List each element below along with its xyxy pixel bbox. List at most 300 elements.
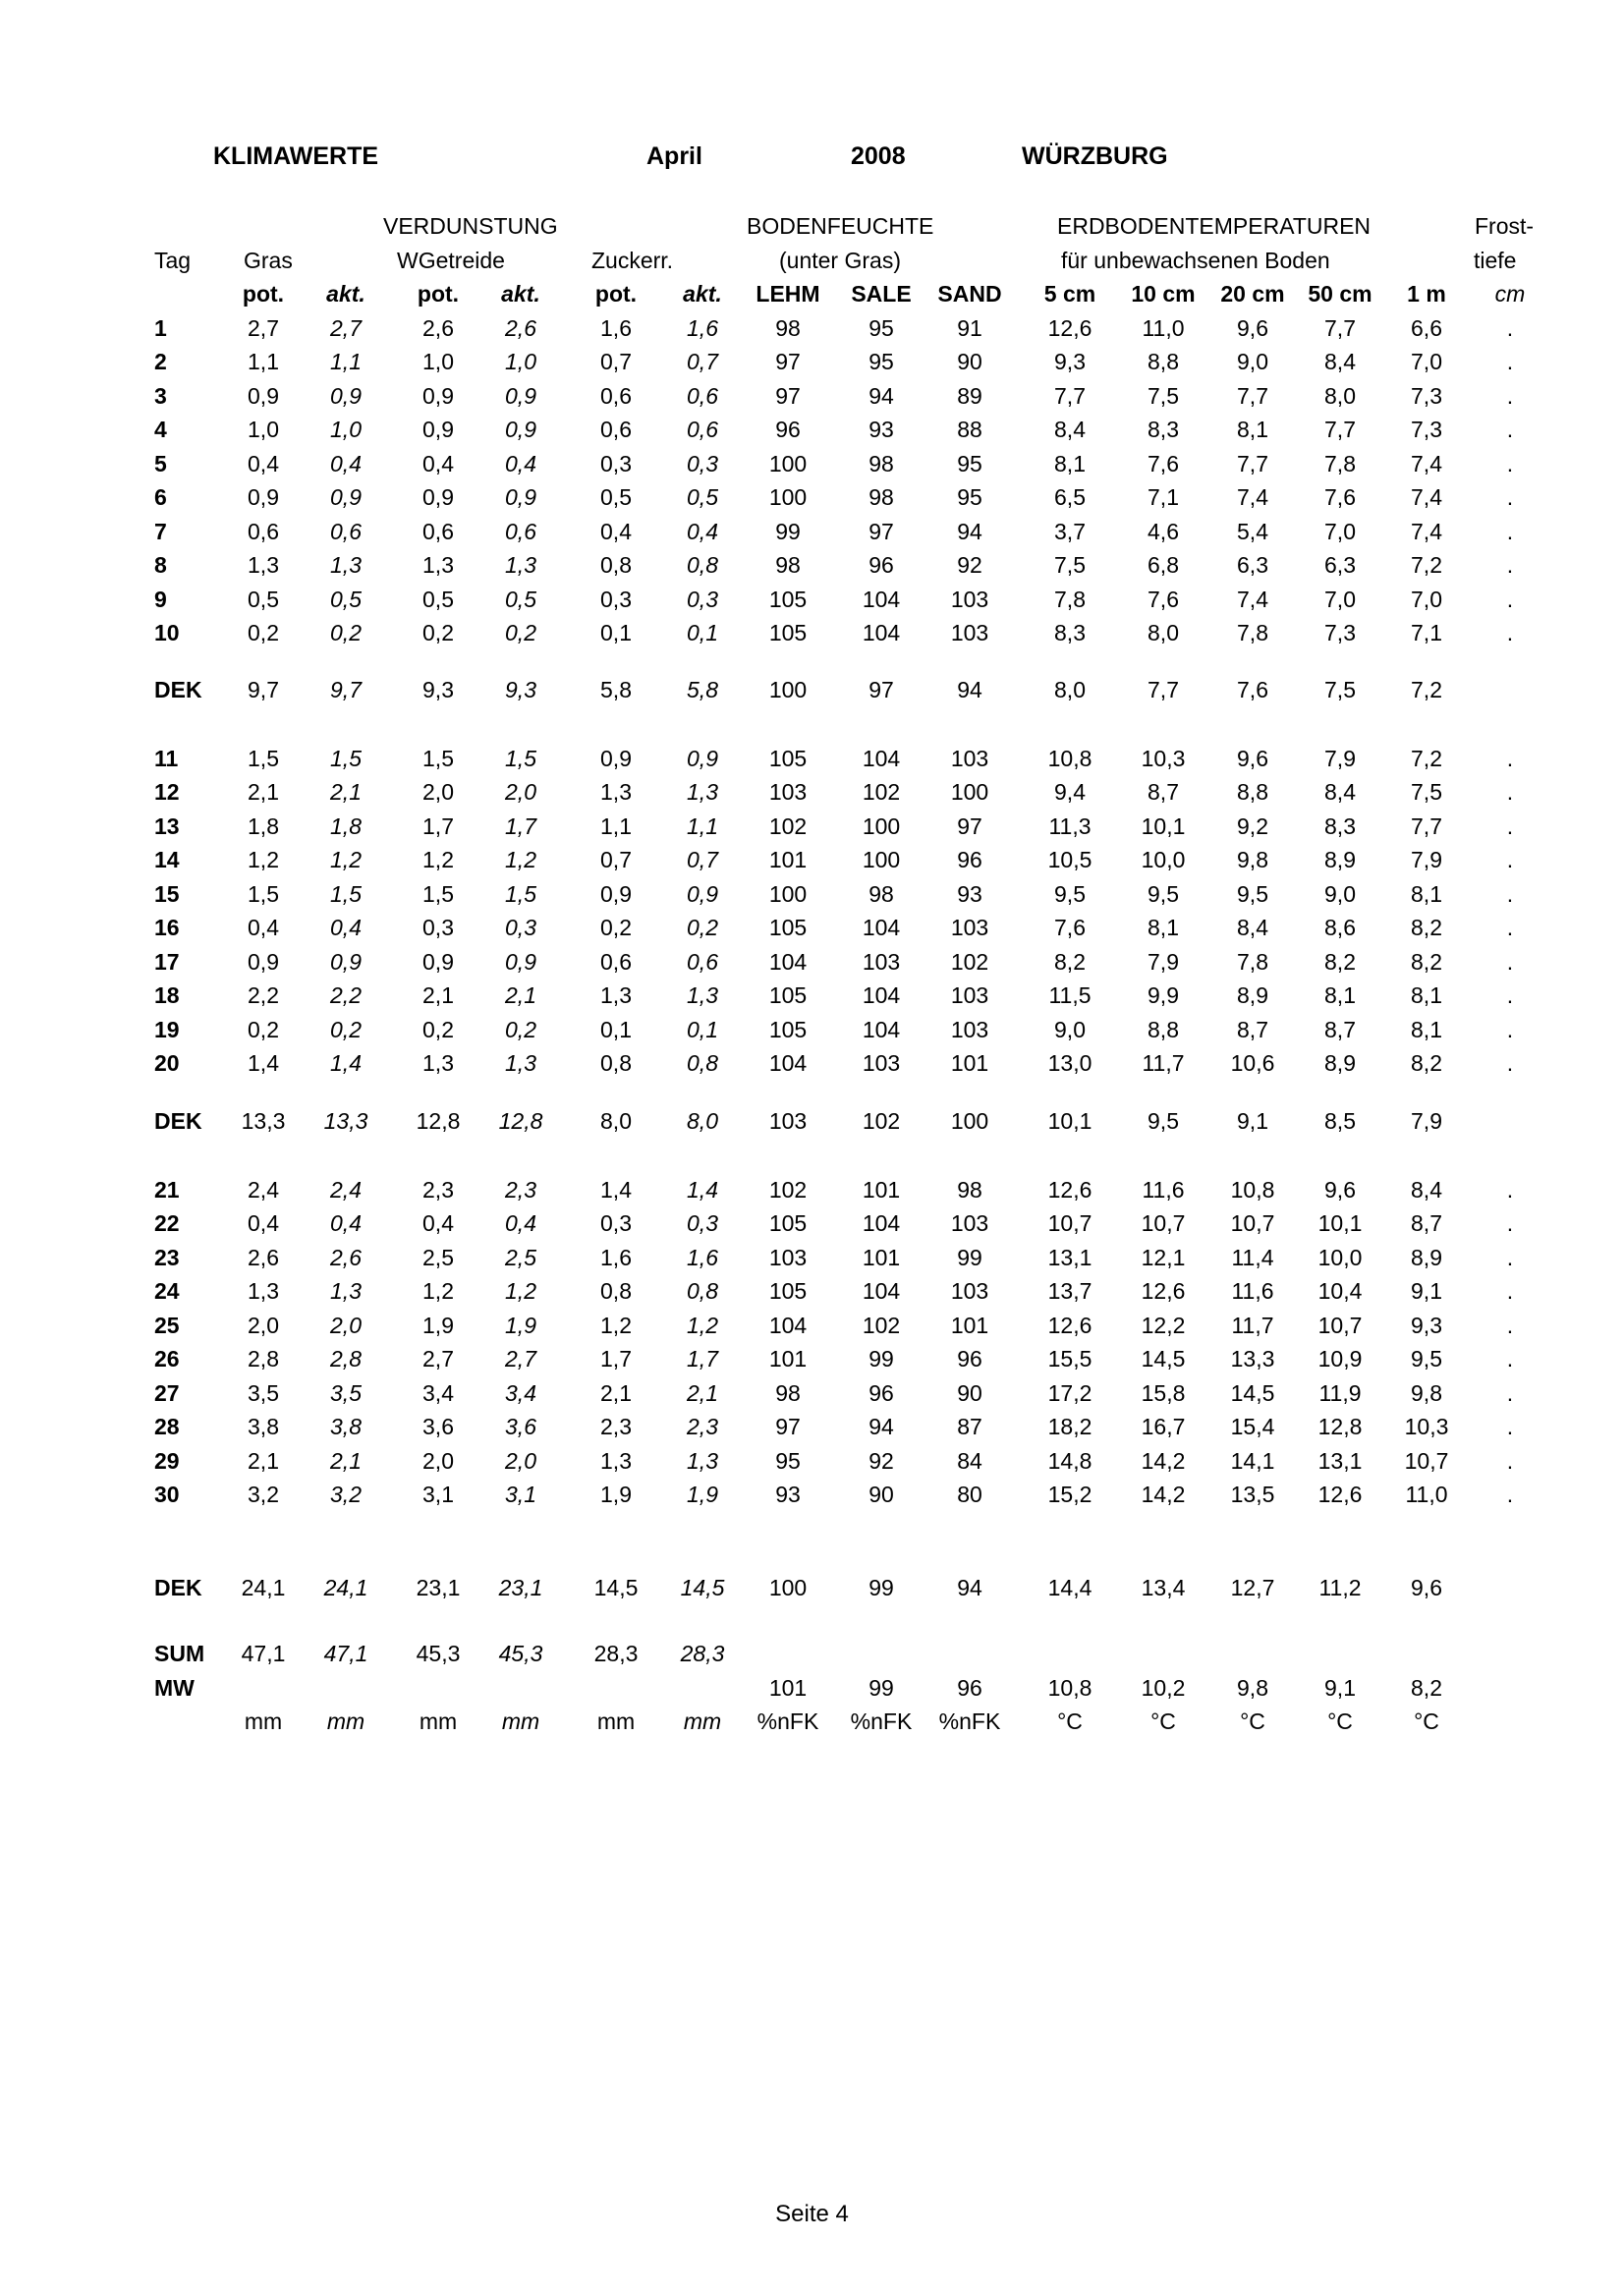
table-cell: 7,7 [1411, 813, 1442, 839]
table-cell: 7,0 [1324, 519, 1356, 544]
table-cell: 9,6 [1237, 315, 1268, 341]
table-cell: 7,7 [1054, 383, 1086, 409]
table-cell: mm [244, 1708, 283, 1734]
colhead-tag: Tag [154, 248, 192, 273]
table-cell: 8,1 [1148, 915, 1179, 940]
table-cell: 23,1 [498, 1575, 543, 1600]
table-cell: . [1506, 1313, 1514, 1338]
table-cell: . [1506, 1210, 1514, 1236]
table-cell: 1,2 [330, 847, 362, 872]
table-cell: 7,8 [1054, 587, 1086, 612]
table-cell: 7,5 [1411, 779, 1442, 805]
table-cell: . [1506, 417, 1514, 442]
table-cell: 0,7 [687, 349, 718, 374]
table-cell: 9,5 [1148, 881, 1179, 907]
table-cell: 100 [768, 881, 808, 907]
table-cell: 101 [768, 1675, 808, 1701]
table-cell: 95 [868, 315, 894, 341]
table-cell: 102 [862, 1313, 901, 1338]
table-cell: 7,2 [1411, 677, 1442, 702]
table-cell: 9,3 [422, 677, 454, 702]
table-cell: 101 [862, 1245, 901, 1270]
table-cell: 2,7 [505, 1346, 536, 1372]
table-cell: 0,1 [687, 1017, 718, 1042]
table-cell: 9,1 [1411, 1278, 1442, 1304]
table-cell: . [1506, 552, 1514, 578]
table-cell: 10,6 [1230, 1050, 1275, 1076]
table-cell: 0,5 [600, 484, 632, 510]
table-cell: 7,7 [1237, 383, 1268, 409]
table-cell: 0,2 [687, 915, 718, 940]
table-cell: . [1506, 349, 1514, 374]
table-cell: 45,3 [498, 1641, 543, 1666]
table-cell: 102 [768, 1177, 808, 1203]
table-cell: 0,2 [600, 915, 632, 940]
table-cell: 1,3 [422, 552, 454, 578]
table-cell: 1,2 [422, 847, 454, 872]
table-cell: 0,4 [505, 1210, 536, 1236]
table-cell: 3,5 [330, 1380, 362, 1406]
table-cell: 7,6 [1324, 484, 1356, 510]
table-cell: 10,8 [1047, 746, 1092, 771]
table-cell: 1,6 [600, 1245, 632, 1270]
table-cell: . [1506, 484, 1514, 510]
table-cell: 1,4 [330, 1050, 362, 1076]
table-cell: 3,4 [505, 1380, 536, 1406]
table-cell: 0,2 [505, 1017, 536, 1042]
table-cell: 1,9 [422, 1313, 454, 1338]
table-cell: 6,5 [1054, 484, 1086, 510]
table-cell: 2,1 [505, 982, 536, 1008]
table-cell: 8,7 [1148, 779, 1179, 805]
table-cell: 10,9 [1317, 1346, 1363, 1372]
table-cell: 2,7 [422, 1346, 454, 1372]
table-cell: 0,6 [687, 417, 718, 442]
row-label: 2 [154, 349, 167, 374]
table-cell: 3,4 [422, 1380, 454, 1406]
table-cell: 7,4 [1411, 519, 1442, 544]
table-cell: 7,0 [1324, 587, 1356, 612]
table-cell: 7,7 [1148, 677, 1179, 702]
table-cell: . [1506, 1414, 1514, 1439]
table-cell: 14,1 [1230, 1448, 1275, 1474]
row-label: 1 [154, 315, 167, 341]
table-cell: 9,8 [1237, 1675, 1268, 1701]
table-cell: 93 [957, 881, 982, 907]
subheader-cell: akt. [326, 281, 365, 307]
table-cell: 0,2 [330, 620, 362, 645]
row-label: 22 [154, 1210, 180, 1236]
table-cell: 0,4 [248, 1210, 279, 1236]
table-cell: 1,0 [422, 349, 454, 374]
table-cell: 9,3 [505, 677, 536, 702]
table-cell: 0,2 [248, 620, 279, 645]
table-cell: 7,9 [1324, 746, 1356, 771]
table-cell: 11,0 [1405, 1482, 1448, 1507]
table-cell: 0,3 [600, 451, 632, 476]
table-cell: 1,5 [505, 746, 536, 771]
table-cell: 98 [957, 1177, 982, 1203]
table-cell: 10,8 [1047, 1675, 1092, 1701]
table-cell: 7,6 [1148, 587, 1179, 612]
table-cell: 1,3 [330, 1278, 362, 1304]
table-cell: 95 [775, 1448, 801, 1474]
table-cell: 105 [768, 1278, 808, 1304]
table-cell: 1,1 [330, 349, 362, 374]
table-cell: . [1506, 1245, 1514, 1270]
table-cell: 99 [868, 1346, 894, 1372]
table-cell: 28,3 [680, 1641, 725, 1666]
table-cell: 7,6 [1054, 915, 1086, 940]
table-cell: 5,4 [1237, 519, 1268, 544]
subheader-cell: pot. [594, 281, 638, 307]
table-cell: 97 [957, 813, 982, 839]
table-cell: 11,0 [1142, 315, 1185, 341]
table-cell: 1,1 [248, 349, 279, 374]
doc-title: KLIMAWERTE [213, 142, 379, 170]
table-cell: 7,7 [1324, 417, 1356, 442]
table-cell: 0,6 [505, 519, 536, 544]
table-cell: 0,5 [422, 587, 454, 612]
table-cell: 0,9 [422, 484, 454, 510]
row-label: 7 [154, 519, 167, 544]
table-cell: 2,1 [422, 982, 454, 1008]
table-cell: 98 [868, 881, 894, 907]
table-cell: 89 [957, 383, 982, 409]
table-cell: 2,3 [422, 1177, 454, 1203]
table-cell: 3,8 [248, 1414, 279, 1439]
table-cell: 7,5 [1054, 552, 1086, 578]
table-cell: 2,8 [330, 1346, 362, 1372]
doc-year: 2008 [851, 142, 906, 170]
table-cell: 103 [950, 1017, 989, 1042]
table-cell: 0,7 [600, 349, 632, 374]
row-label: 28 [154, 1414, 180, 1439]
table-cell: 15,4 [1230, 1414, 1275, 1439]
table-cell: 9,6 [1324, 1177, 1356, 1203]
table-cell: 94 [868, 383, 894, 409]
table-cell: 0,9 [505, 484, 536, 510]
subheader-cell: pot. [242, 281, 285, 307]
table-cell: 99 [868, 1675, 894, 1701]
table-cell: 0,9 [687, 746, 718, 771]
table-cell: 0,3 [505, 915, 536, 940]
table-cell: 0,4 [330, 451, 362, 476]
row-label: 24 [154, 1278, 180, 1304]
table-cell: . [1506, 1346, 1514, 1372]
table-cell: 94 [957, 519, 982, 544]
table-cell: 97 [868, 519, 894, 544]
row-label: 20 [154, 1050, 180, 1076]
table-cell: 2,3 [600, 1414, 632, 1439]
table-cell: 15,5 [1047, 1346, 1092, 1372]
subheader-cell: akt. [501, 281, 540, 307]
table-cell: 104 [862, 746, 901, 771]
subheader-cell: pot. [417, 281, 460, 307]
table-cell: 0,6 [687, 383, 718, 409]
table-cell: 103 [950, 587, 989, 612]
table-cell: 97 [868, 677, 894, 702]
row-label: 21 [154, 1177, 180, 1203]
table-cell: 98 [868, 484, 894, 510]
table-cell: 1,7 [422, 813, 454, 839]
table-cell: 7,7 [1237, 451, 1268, 476]
table-cell: 13,5 [1230, 1482, 1275, 1507]
table-cell: 6,6 [1411, 315, 1442, 341]
table-cell: 1,2 [687, 1313, 718, 1338]
colhead-untergras: (unter Gras) [779, 248, 901, 273]
table-cell: 11,4 [1231, 1245, 1274, 1270]
table-cell: 0,9 [505, 383, 536, 409]
table-cell: 10,1 [1047, 1108, 1092, 1134]
row-label: MW [154, 1675, 195, 1701]
table-cell: 0,6 [248, 519, 279, 544]
table-cell: 9,9 [1148, 982, 1179, 1008]
table-cell: 0,4 [600, 519, 632, 544]
table-cell: . [1506, 746, 1514, 771]
table-cell: 103 [950, 1278, 989, 1304]
table-cell: 2,1 [600, 1380, 632, 1406]
table-cell: 0,8 [600, 1050, 632, 1076]
table-cell: °C [1327, 1708, 1353, 1734]
table-cell: 13,1 [1047, 1245, 1092, 1270]
table-cell: 1,1 [687, 813, 718, 839]
table-cell: 14,5 [680, 1575, 725, 1600]
table-cell: 14,4 [1047, 1575, 1092, 1600]
table-cell: 10,8 [1230, 1177, 1275, 1203]
table-cell: 1,1 [600, 813, 632, 839]
table-cell: 0,6 [687, 949, 718, 975]
table-cell: 94 [957, 1575, 982, 1600]
table-cell: 2,0 [422, 1448, 454, 1474]
table-cell: 1,4 [600, 1177, 632, 1203]
table-cell: 9,5 [1411, 1346, 1442, 1372]
table-cell: . [1506, 982, 1514, 1008]
table-cell: 6,8 [1148, 552, 1179, 578]
table-cell: 0,9 [330, 484, 362, 510]
table-cell: 8,1 [1411, 1017, 1442, 1042]
table-cell: 93 [868, 417, 894, 442]
table-cell: 8,1 [1411, 982, 1442, 1008]
table-cell: 101 [768, 847, 808, 872]
table-cell: 8,7 [1324, 1017, 1356, 1042]
row-label: 17 [154, 949, 180, 975]
table-cell: 2,0 [422, 779, 454, 805]
doc-month: April [646, 142, 702, 170]
table-cell: 0,6 [600, 383, 632, 409]
table-cell: 8,2 [1411, 1675, 1442, 1701]
table-cell: 1,0 [248, 417, 279, 442]
table-cell: . [1506, 587, 1514, 612]
table-cell: 93 [775, 1482, 801, 1507]
table-cell: 8,1 [1237, 417, 1268, 442]
table-cell: 17,2 [1047, 1380, 1092, 1406]
table-cell: 103 [768, 1108, 808, 1134]
table-cell: 9,8 [1411, 1380, 1442, 1406]
table-cell: 0,9 [600, 881, 632, 907]
table-cell: 0,1 [600, 1017, 632, 1042]
table-cell: 103 [950, 1210, 989, 1236]
table-cell: 0,2 [330, 1017, 362, 1042]
table-cell: 2,0 [248, 1313, 279, 1338]
table-cell: 7,9 [1148, 949, 1179, 975]
table-cell: . [1506, 847, 1514, 872]
table-cell: 101 [950, 1313, 989, 1338]
table-cell: 7,7 [1324, 315, 1356, 341]
table-cell: 1,5 [330, 746, 362, 771]
table-cell: 100 [768, 1575, 808, 1600]
table-cell: 8,8 [1237, 779, 1268, 805]
row-label: 23 [154, 1245, 180, 1270]
table-cell: 1,7 [687, 1346, 718, 1372]
table-cell: 103 [768, 779, 808, 805]
table-cell: 95 [868, 349, 894, 374]
table-cell: 96 [957, 847, 982, 872]
table-cell: 14,5 [1230, 1380, 1275, 1406]
table-cell: 0,8 [600, 552, 632, 578]
table-cell: 0,2 [422, 620, 454, 645]
table-cell: 47,1 [323, 1641, 368, 1666]
table-cell: 45,3 [416, 1641, 461, 1666]
colhead-wgetreide: WGetreide [397, 248, 505, 273]
table-cell: 90 [957, 1380, 982, 1406]
table-cell: 0,4 [687, 519, 718, 544]
table-cell: 1,5 [330, 881, 362, 907]
table-cell: 0,2 [248, 1017, 279, 1042]
table-cell: 7,3 [1411, 383, 1442, 409]
table-cell: 96 [957, 1675, 982, 1701]
table-cell: 87 [957, 1414, 982, 1439]
subheader-cell: 50 cm [1308, 281, 1372, 307]
table-cell: 10,3 [1141, 746, 1186, 771]
table-cell: 1,9 [505, 1313, 536, 1338]
table-cell: 2,6 [248, 1245, 279, 1270]
table-cell: 8,0 [600, 1108, 632, 1134]
row-label: 25 [154, 1313, 180, 1338]
row-label: 19 [154, 1017, 180, 1042]
colhead-zuckerr: Zuckerr. [591, 248, 674, 273]
table-cell: 10,7 [1230, 1210, 1275, 1236]
table-cell: 0,4 [248, 915, 279, 940]
table-cell: 2,8 [248, 1346, 279, 1372]
table-cell: 0,9 [248, 484, 279, 510]
table-cell: 7,2 [1411, 552, 1442, 578]
table-cell: 1,3 [505, 552, 536, 578]
table-cell: . [1506, 915, 1514, 940]
table-cell: 8,4 [1324, 349, 1356, 374]
page-number: Seite 4 [775, 2201, 849, 2227]
table-cell: 0,5 [687, 484, 718, 510]
subheader-cell: LEHM [756, 281, 820, 307]
table-cell: 8,4 [1324, 779, 1356, 805]
table-cell: 90 [868, 1482, 894, 1507]
table-cell: 12,8 [498, 1108, 543, 1134]
table-cell: 92 [957, 552, 982, 578]
table-cell: 1,3 [248, 1278, 279, 1304]
table-cell: 1,8 [330, 813, 362, 839]
table-cell: 0,7 [600, 847, 632, 872]
table-cell: 0,9 [505, 949, 536, 975]
table-cell: 7,4 [1411, 451, 1442, 476]
table-cell: 105 [768, 982, 808, 1008]
table-cell: 104 [862, 620, 901, 645]
table-cell: 14,8 [1047, 1448, 1092, 1474]
table-cell: 9,3 [1411, 1313, 1442, 1338]
table-cell: 8,2 [1054, 949, 1086, 975]
table-cell: 7,9 [1411, 1108, 1442, 1134]
table-cell: 5,8 [687, 677, 718, 702]
table-cell: 2,1 [330, 779, 362, 805]
row-label: 6 [154, 484, 167, 510]
table-cell: 8,5 [1324, 1108, 1356, 1134]
table-cell: 1,0 [505, 349, 536, 374]
table-cell: 104 [768, 949, 808, 975]
colhead-bodenfeuchte: BODENFEUCHTE [747, 213, 934, 239]
row-label: 27 [154, 1380, 180, 1406]
table-cell: 9,5 [1054, 881, 1086, 907]
table-cell: 7,9 [1411, 847, 1442, 872]
table-cell: 10,7 [1404, 1448, 1449, 1474]
table-cell: 84 [957, 1448, 982, 1474]
table-cell: 1,3 [600, 982, 632, 1008]
row-label: 5 [154, 451, 167, 476]
table-cell: 10,0 [1141, 847, 1186, 872]
table-cell: 7,8 [1237, 949, 1268, 975]
table-cell: 0,5 [248, 587, 279, 612]
table-cell: 94 [868, 1414, 894, 1439]
table-cell: 13,3 [241, 1108, 286, 1134]
table-cell: 97 [775, 1414, 801, 1439]
table-cell: 103 [950, 982, 989, 1008]
table-cell: 0,6 [330, 519, 362, 544]
table-cell: 97 [775, 349, 801, 374]
table-cell: 104 [768, 1050, 808, 1076]
row-label: DEK [154, 677, 202, 702]
row-label: 18 [154, 982, 180, 1008]
table-cell: . [1506, 383, 1514, 409]
table-cell: 8,0 [1324, 383, 1356, 409]
table-cell: 14,2 [1141, 1448, 1186, 1474]
table-cell: 8,4 [1237, 915, 1268, 940]
table-cell: 11,7 [1231, 1313, 1274, 1338]
table-cell: 7,4 [1237, 484, 1268, 510]
table-cell: 96 [868, 552, 894, 578]
table-cell: °C [1414, 1708, 1439, 1734]
table-cell: 0,9 [600, 746, 632, 771]
row-label: 13 [154, 813, 180, 839]
table-cell: 7,2 [1411, 746, 1442, 771]
table-cell: 1,5 [422, 746, 454, 771]
table-cell: 2,2 [330, 982, 362, 1008]
table-cell: 9,7 [248, 677, 279, 702]
table-cell: 7,1 [1411, 620, 1442, 645]
table-cell: 3,6 [505, 1414, 536, 1439]
table-cell: 0,4 [330, 915, 362, 940]
table-cell: °C [1150, 1708, 1176, 1734]
table-cell: 0,1 [687, 620, 718, 645]
table-cell: 10,7 [1141, 1210, 1186, 1236]
table-cell: 0,9 [422, 417, 454, 442]
table-cell: mm [419, 1708, 458, 1734]
table-cell: . [1506, 1278, 1514, 1304]
table-cell: 8,1 [1054, 451, 1086, 476]
table-cell: 97 [775, 383, 801, 409]
table-cell: 2,6 [330, 1245, 362, 1270]
table-cell: 8,0 [1054, 677, 1086, 702]
table-cell: 0,2 [422, 1017, 454, 1042]
table-cell: 7,8 [1237, 620, 1268, 645]
table-cell: 101 [862, 1177, 901, 1203]
